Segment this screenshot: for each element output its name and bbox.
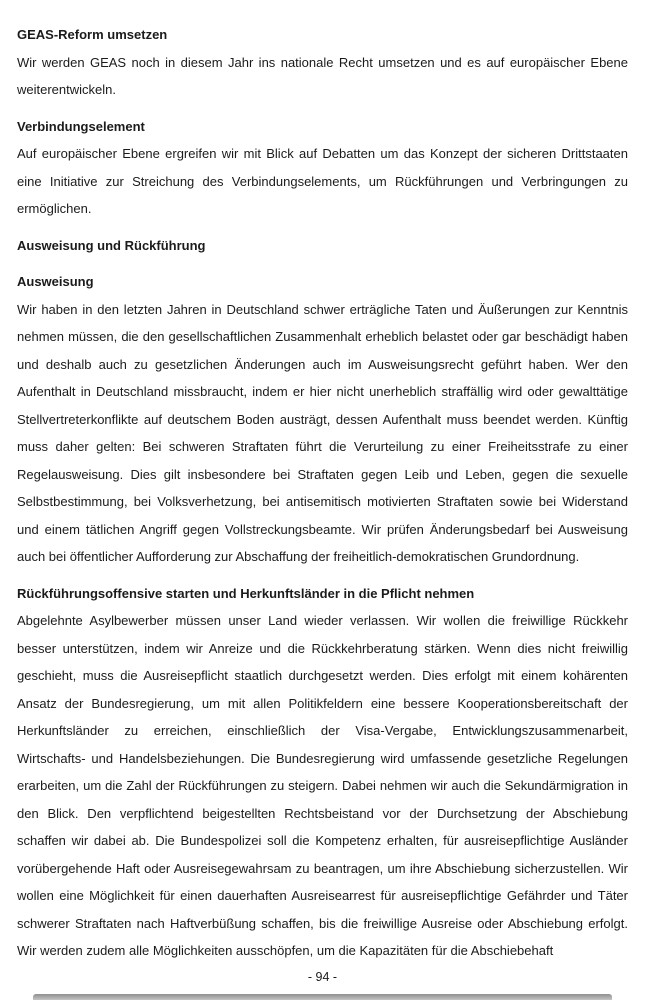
heading-ausweisung-und-rueckfuehrung: Ausweisung und Rückführung — [17, 237, 206, 253]
heading-rueckfuehrungsoffensive: Rückführungsoffensive starten und Herkunftsländer in die Pflicht nehmen — [17, 585, 475, 601]
heading-verbindungselement: Verbindungselement — [17, 118, 145, 134]
paragraph-ausweisung: Wir haben in den letzten Jahren in Deutschland schwer erträgliche Taten und Äußerungen zur Kenntnis nehmen müssen, die den gesellschaftlichen Zusammenhalt erheblich belastet oder gar beschädigt haben und deshalb auch zu gesetzlichen Änderungen auch im Ausweisungsrecht geführt haben. Wer den Aufenthalt in Deutschland missbraucht, indem er hier nicht unerheblich straffällig wird oder gewalttätige Stellvertreterkonflikte auf deutschem Boden austrägt, dessen Aufenthalt muss beendet werden. Künftig muss daher gelten: Bei schweren Straftaten führt die Verurteilung zu einer Freiheitsstrafe zu einer Regelausweisung. Dies gilt insbesondere bei Straftaten gegen Leib und Leben, gegen die sexuelle Selbstbestimmung, bei Volksverhetzung, bei antisemitisch motivierten Straftaten sowie bei Widerstand und einem tätlichen Angriff gegen Vollstreckungsbeamte. Wir prüfen Änderungsbedarf bei Ausweisung auch bei öffentlicher Aufforderung zur Abschaffung der freiheitlich-demokratischen Grundordnung. — [17, 301, 628, 564]
next-page-top-edge — [33, 994, 612, 1000]
page-number: - 94 - — [307, 970, 338, 984]
paragraph-verbindungselement: Auf europäischer Ebene ergreifen wir mit Blick auf Debatten um das Konzept der sicheren Drittstaaten eine Initiative zur Streichung des Verbindungselements, um Rückführungen und Verbringungen zu ermöglichen. — [17, 146, 628, 216]
heading-ausweisung: Ausweisung — [17, 274, 94, 289]
heading-geas-reform: GEAS-Reform umsetzen — [17, 27, 168, 42]
paragraph-geas-reform: Wir werden GEAS noch in diesem Jahr ins nationale Recht umsetzen und es auf europäischer Ebene weiterentwickeln. — [17, 54, 628, 97]
paragraph-rueckfuehrungsoffensive: Abgelehnte Asylbewerber müssen unser Land wieder verlassen. Wir wollen die freiwillige Rückkehr besser unterstützen, indem wir Anreize und die Rückkehrberatung stärken. Wenn dies nicht freiwillig geschieht, muss die Ausreisepflicht staatlich durchgesetzt werden. Dies erfolgt mit einem kohärenten Ansatz der Bundesregierung, um mit allen Politikfeldern eine bessere Kooperationsbereitschaft der Herkunftsländer zu erreichen, einschließlich der Visa-Vergabe, Entwicklungszusammenarbeit, Wirtschafts- und Handelsbeziehungen. Die Bundesregierung wird umfassende gesetzliche Regelungen erarbeiten, um die Zahl der Rückführungen zu steigern. Dabei nehmen wir auch die Sekundärmigration in den Blick. Den verpflichtend beigestellten Rechtsbeistand vor der Durchsetzung der Abschiebung schaffen wir dabei ab. Die Bundespolizei soll die Kompetenz erhalten, für ausreisepflichtige Ausländer vorübergehende Haft oder Ausreisegewahrsam zu beantragen, um ihre Abschiebung sicherzustellen. Wir wollen eine Möglichkeit für einen dauerhaften Ausreisearrest für ausreisepflichtige Gefährder und Täter schwerer Straftaten nach Haftverbüßung schaffen, bis die freiwillige Ausreise oder Abschiebung erfolgt. Wir werden zudem alle Möglichkeiten ausschöpfen, um die Kapazitäten für die Abschiebehaft — [17, 613, 628, 958]
